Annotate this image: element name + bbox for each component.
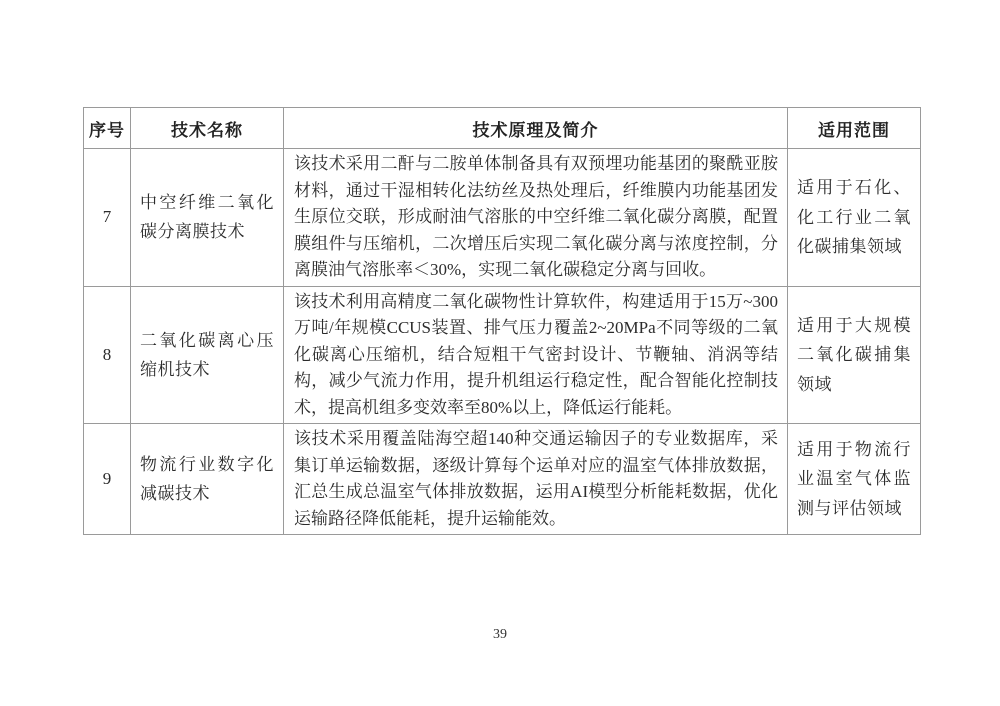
table-row (84, 149, 921, 287)
tech-name: 物流行业数字化减碳技术 (131, 424, 284, 535)
applicable-scope: 适用于物流行业温室气体监测与评估领域 (788, 424, 921, 535)
column-header-description: 技术原理及简介 (284, 108, 788, 149)
tech-description: 该技术采用二酐与二胺单体制备具有双预埋功能基团的聚酰亚胺材料，通过干湿相转化法纺丝及热处理后，纤维膜内功能基团发生原位交联，形成耐油气溶胀的中空纤维二氧化碳分离膜，配置膜组件与压缩机，二次增压后实现二氧化碳分离与浓度控制，分离膜油气溶胀率＜30%，实现二氧化碳稳定分离与回收。 (284, 149, 788, 287)
row-index: 9 (84, 424, 131, 535)
applicable-scope: 适用于石化、化工行业二氧化碳捕集领域 (788, 149, 921, 287)
row-index: 7 (84, 149, 131, 287)
technology-table (83, 107, 921, 535)
tech-name: 二氧化碳离心压缩机技术 (131, 286, 284, 424)
page-number: 39 (493, 627, 507, 642)
column-header-name: 技术名称 (131, 108, 284, 149)
table-header-row (84, 108, 921, 149)
column-header-index: 序号 (84, 108, 131, 149)
column-header-scope: 适用范围 (788, 108, 921, 149)
row-index: 8 (84, 286, 131, 424)
table-row (84, 286, 921, 424)
table-row (84, 424, 921, 535)
applicable-scope: 适用于大规模二氧化碳捕集领域 (788, 286, 921, 424)
tech-description: 该技术采用覆盖陆海空超140种交通运输因子的专业数据库，采集订单运输数据，逐级计算每个运单对应的温室气体排放数据，汇总生成总温室气体排放数据，运用AI模型分析能耗数据，优化运输路径降低能耗，提升运输能效。 (284, 424, 788, 535)
tech-description: 该技术利用高精度二氧化碳物性计算软件，构建适用于15万~300万吨/年规模CCUS装置、排气压力覆盖2~20MPa不同等级的二氧化碳离心压缩机，结合短粗干气密封设计、节鞭轴、消涡等结构，减少气流力作用，提升机组运行稳定性，配合智能化控制技术，提高机组多变效率至80%以上，降低运行能耗。 (284, 286, 788, 424)
tech-name: 中空纤维二氧化碳分离膜技术 (131, 149, 284, 287)
